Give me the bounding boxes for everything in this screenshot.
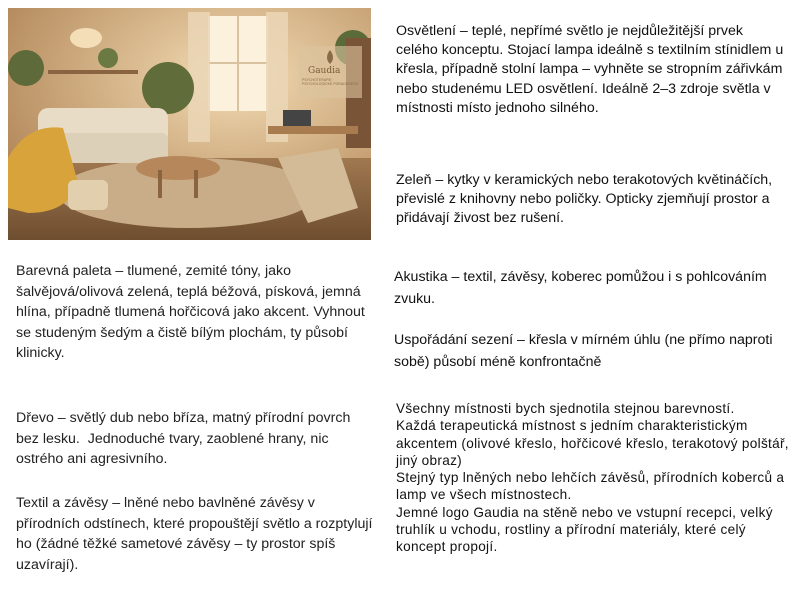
wood-paragraph: Dřevo – světlý dub nebo bříza, matný přírodní povrch bez lesku. Jednoduché tvary, zaoblené hrany, nic ostrého ani agresivního. xyxy=(16,410,355,467)
therapy-room-photo xyxy=(8,8,371,240)
greenery-paragraph: Zeleň – kytky v keramických nebo terakotových květináčích, převislé z knihovny nebo poličky. Opticky zjemňují prostor a přidávají živost bez rušení. xyxy=(396,172,777,227)
color-palette-paragraph: Barevná paleta – tlumené, zemité tóny, jako šalvějová/olivová zelená, teplá béžová, písková, jemná hlína, případně tlumená hořčicová jako akcent. Vyhnout se studeným šedým a čistě bílým plochám, ty působí klinicky. xyxy=(16,263,369,361)
unification-paragraph: Všechny místnosti bych sjednotila stejnou barevností. Každá terapeutická místnost s jedním charakteristickým akcentem (olivové křeslo, hořčicové křeslo, terakotový polštář, jiný obraz) Stejný typ lněných nebo lehčích závěsů, přírodních koberců a lamp ve všech místnostech. Jemné logo Gaudia na stěně nebo ve vstupní recepci, velký truhlík u vchodu, rostliny a přírodní materiály, které celý koncept propojí. xyxy=(396,401,789,555)
logo-subtitle: PSYCHOTERAPIE · PSYCHOLOGICKÉ PORADENSTVÍ xyxy=(302,78,359,86)
lighting-paragraph: Osvětlení – teplé, nepřímé světlo je nejdůležitější prvek celého konceptu. Stojací lampa ideálně s textilním stínidlem u křesla, případně stolní lampa – vyhněte se stropním zářivkám nebo studenému LED osvětlení. Ideálně 2–3 zdroje světla v místnosti místo jednoho silného. xyxy=(396,23,788,116)
seating-paragraph: Uspořádání sezení – křesla v mírném úhlu (ne přímo naproti sobě) působí méně konfrontačně xyxy=(394,332,777,370)
logo-text: Gaudia xyxy=(308,66,341,76)
room-illustration xyxy=(8,8,371,240)
acoustics-paragraph: Akustika – textil, závěsy, koberec pomůžou i s pohlcováním zvuku. xyxy=(394,269,771,307)
textile-paragraph: Textil a závěsy – lněné nebo bavlněné závěsy v přírodních odstínech, které propouštějí světlo a rozptylují ho (žádné těžké sametové závěsy – ty prostor spíš uzavírají). xyxy=(16,495,377,573)
